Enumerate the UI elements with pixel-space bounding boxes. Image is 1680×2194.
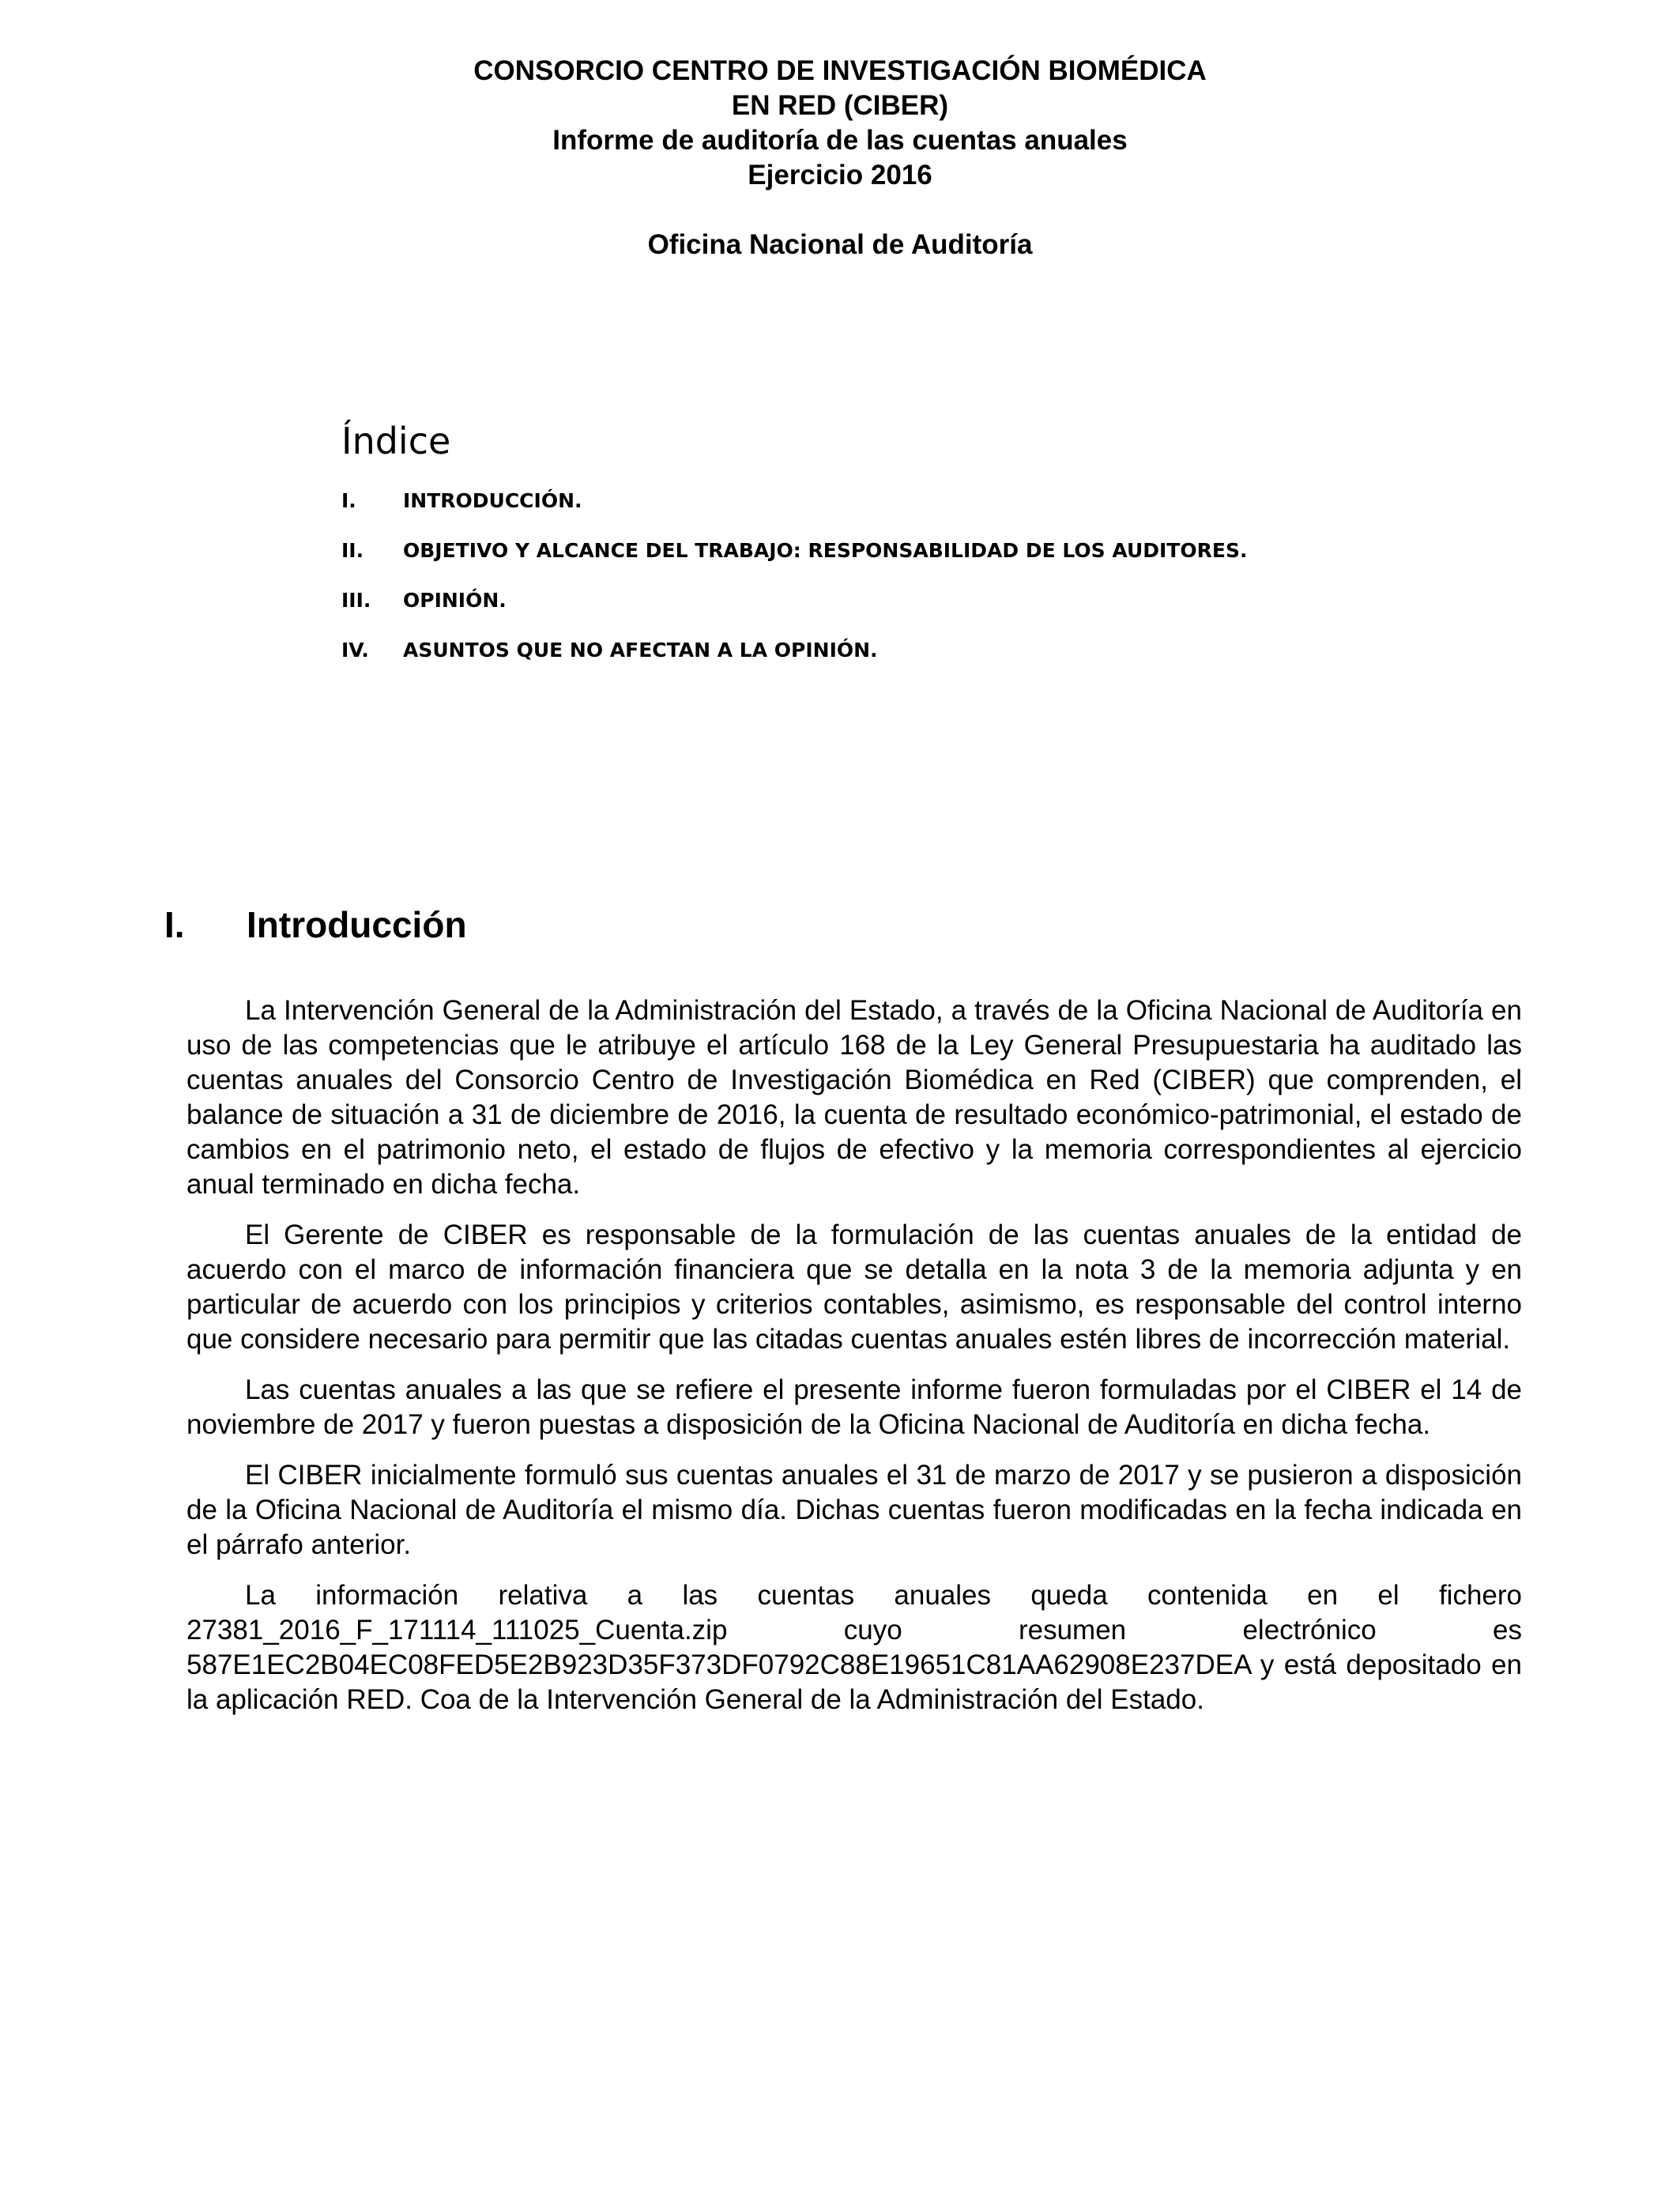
toc-item[interactable] [341, 585, 1369, 616]
toc-item-label: INTRODUCCIÓN. [403, 489, 582, 512]
toc-item-number: II. [341, 539, 364, 562]
header-fiscal-year: Ejercicio 2016 [748, 160, 932, 190]
toc-item-label: ASUNTOS QUE NO AFECTAN A LA OPINIÓN. [403, 639, 878, 662]
section-title: Introducción [247, 904, 467, 945]
paragraph: La Intervención General de la Administración del Estado, a través de la Oficina Nacional de Auditoría en uso de las competencias que le atribuye el artículo 168 de la Ley General Presupuestaria ha auditado las cuentas anuales del Consorcio Centro de Investigación Biomédica en Red (CIBER) que comprenden, el balance de situación a 31 de diciembre de 2016, la cuenta de resultado económico-patrimonial, el estado de cambios en el patrimonio neto, el estado de flujos de efectivo y la memoria correspondientes al ejercicio anual terminado en dicha fecha. [186, 995, 1522, 1200]
toc-item-label: OBJETIVO Y ALCANCE DEL TRABAJO: RESPONSABILIDAD DE LOS AUDITORES. [403, 539, 1248, 562]
paragraph: La información relativa a las cuentas anuales queda contenida en el fichero 27381_2016_F_171114_111025_Cuenta.zip cuyo resumen electrónico es 587E1EC2B04EC08FED5E2B923D35F373DF0792C88E19651C81AA62908E237DEA y está depositado en la aplicación RED. Coa de la Intervención General de la Administración del Estado. [186, 1580, 1522, 1715]
toc-item[interactable] [341, 485, 1369, 517]
toc-title: Índice [341, 420, 451, 462]
header-title-line-2: EN RED (CIBER) [731, 90, 949, 121]
toc-item[interactable] [341, 635, 1369, 666]
header-title-line-1: CONSORCIO CENTRO DE INVESTIGACIÓN BIOMÉDICA [473, 55, 1207, 86]
section-number: I. [164, 904, 185, 945]
introduction-body [186, 993, 1522, 1733]
header-report-title: Informe de auditoría de las cuentas anuales [552, 125, 1128, 156]
toc-item-number: IV. [341, 639, 369, 662]
table-of-contents [341, 417, 1369, 684]
paragraph: El CIBER inicialmente formuló sus cuentas anuales el 31 de marzo de 2017 y se pusieron a disposición de la Oficina Nacional de Auditoría el mismo día. Dichas cuentas fueron modificadas en la fecha indicada en el párrafo anterior. [186, 1460, 1522, 1560]
paragraph: Las cuentas anuales a las que se refiere el presente informe fueron formuladas por el CIBER el 14 de noviembre de 2017 y fueron puestas a disposición de la Oficina Nacional de Auditoría en dicha fecha. [186, 1374, 1522, 1440]
toc-item[interactable] [341, 535, 1369, 567]
paragraph: El Gerente de CIBER es responsable de la formulación de las cuentas anuales de la entidad de acuerdo con el marco de información financiera que se detalla en la nota 3 de la memoria adjunta y en particular de acuerdo con los principios y criterios contables, asimismo, es responsable del control interno que considere necesario para permitir que las citadas cuentas anuales estén libres de incorrección material. [186, 1220, 1522, 1355]
report-header [0, 54, 1680, 262]
toc-item-number: I. [341, 489, 356, 512]
section-heading-introduction [164, 901, 467, 948]
toc-item-number: III. [341, 589, 371, 612]
header-office: Oficina Nacional de Auditoría [647, 229, 1033, 260]
toc-item-label: OPINIÓN. [403, 589, 507, 612]
